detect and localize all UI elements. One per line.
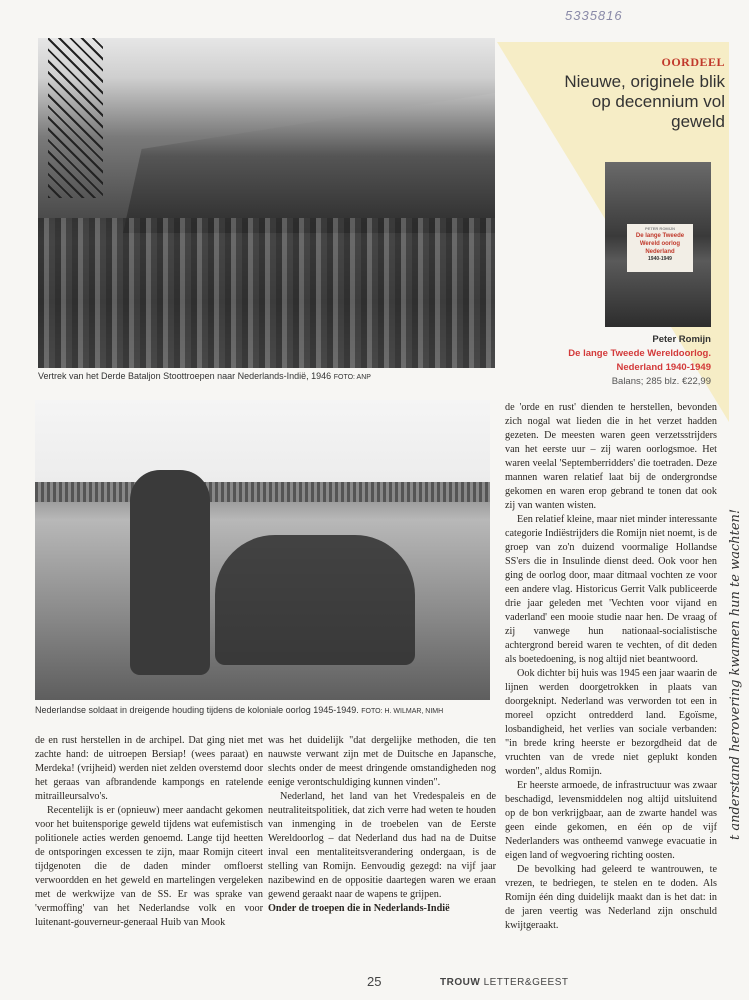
subheading: Onder de troepen die in Nederlands-Indië	[268, 903, 450, 914]
article-column-1	[35, 734, 263, 930]
brand-section: LETTER&GEEST	[483, 977, 569, 988]
caption-text: Vertrek van het Derde Bataljon Stoottroepen naar Nederlands-Indië, 1946	[38, 371, 332, 381]
photo-ship-departure	[38, 38, 495, 368]
paragraph: Een relatief kleine, maar niet minder interessante categorie Indiëstrijders die Romijn niet noemt, is de groep van zo'n duizend voormalige Hollandse SS'ers die in Insulinde dienst deed. Ook voor hen ging de oorlog door, maar ditmaal vochten ze voor een andere vlag. Historicus Gerrit Valk publiceerde drie jaar geleden met 'Vechten voor vijand en vaderland' een mooie studie naar hen. De vraag of zij vanwege hun nationaal-socialistische achtergrond bereid waren te vechten, of dit deden als boetedoening, is nog altijd niet beantwoord.	[505, 514, 717, 665]
book-meta: Balans; 285 blz. €22,99	[611, 376, 711, 387]
article-column-right	[505, 401, 717, 933]
handwritten-text: t anderstand herovering kwamen hun te wachten!	[728, 508, 743, 840]
photo-caption-2	[35, 705, 490, 717]
troops-graphic	[38, 218, 495, 368]
book-title-2: Nederland 1940-1949	[616, 362, 711, 373]
photo-caption-1	[38, 371, 493, 383]
book-author: Peter Romijn	[652, 334, 711, 345]
review-headline: Nieuwe, originele blik op decennium vol geweld	[564, 72, 725, 131]
paragraph: Er heerste armoede, de infrastructuur was zwaar beschadigd, levensmiddelen nog altijd uitsluitend op de bon verkrijgbaar, aan de zwarte handel was geen einde gekomen, en één op de vijf Nederlanders was ontheemd vanwege evacuatie in eigen land of wegvoering richting oosten.	[505, 780, 717, 861]
paragraph: Recentelijk is er (opnieuw) meer aandacht gekomen voor het buitensporige geweld tijdens wat eufemistisch politionele acties werden genoemd. Lange tijd heetten de ontsporingen excessen te zijn, maar Romijn citeert tijdgenoten die de daden minder omfloerst verwoordden en het geweld en martelingen vergeleken met de werkwijze van de SS. Er was sprake van 'vermoffing' van het Nederlandse volk en voor luitenant-gouverneur-generaal Huib van Mook	[35, 805, 263, 928]
soldier-graphic	[130, 470, 210, 675]
caption-text: Nederlandse soldaat in dreigende houding tijdens de koloniale oorlog 1945-1949.	[35, 705, 359, 715]
publication-brand	[440, 977, 568, 988]
handwritten-note	[726, 150, 748, 850]
article-column-2	[268, 734, 496, 916]
paragraph: Ook dichter bij huis was 1945 een jaar waarin de lijnen werden doorgetrokken in plaats van doorgeknipt. Nederland was verworden tot een in moreel opzicht ontredderd land. Egoïsme, losbandigheid, het verlies van sociale verbanden: "in brede kring heerste er bezorgdheid dat de vruchten van de vrede niet geplukt konden worden", aldus Romijn.	[505, 668, 717, 777]
paragraph: was het duidelijk "dat dergelijke methoden, die ten nauwste verwant zijn met de Duitsche en Japansche, slechts onder de meest dringende omstandigheden nog eenige verontschuldiging kunnen vinden".	[268, 735, 496, 788]
book-info	[511, 333, 711, 389]
paragraph: De bevolking had geleerd te wantrouwen, te vrezen, te bedriegen, te stelen en te doden. Als Romijn één ding duidelijk maakt dan is het dat: in de jaren veertig was Nederland zijn onschuld kwijtgeraakt.	[505, 864, 717, 931]
treeline-graphic	[35, 482, 490, 502]
photo-credit: FOTO: ANP	[333, 374, 371, 381]
prisoners-graphic	[215, 535, 415, 665]
book-cover	[605, 162, 711, 327]
photo-credit: FOTO: H. WILMAR, NIMH	[361, 708, 444, 715]
page-number: 25	[367, 974, 382, 989]
ship-graphic	[123, 93, 495, 233]
cover-author: PETER ROMIJN	[644, 226, 675, 231]
paragraph: Nederland, het land van het Vredespaleis en de neutraliteitspolitiek, dat zich verre had weten te houden van inmenging in de troebelen van de Eerste Wereldoorlog – dat Nederland dus had na de Duitse inval een mentaliteitsverandering ondergaan, is de stelling van Romijn. Eenvoudig gezegd: na vijf jaar nazibewind en de oppositie daartegen waren we eraan gewend geraakt naar de wapens te grijpen.	[268, 791, 496, 900]
crane-graphic	[48, 38, 103, 198]
book-title-1: De lange Tweede Wereldoorlog.	[568, 348, 711, 359]
review-kicker: OORDEEL	[661, 55, 725, 69]
cover-title: De lange Tweede Wereld oorlog Nederland	[635, 233, 685, 255]
review-box	[555, 55, 725, 132]
paragraph: de 'orde en rust' dienden te herstellen, bevonden zich nogal wat lieden die in het verzet hadden gezeten. De meesten waren geen verzetsstrijders van het eerste uur – zij waren oorlogsmoe. Het waren veelal 'Septemberridders' die toetraden. Deze mannen waren relatief laat bij de ondergrondse gekomen en waren erop gebrand te tonen dat ook zij van wanten wisten.	[505, 402, 717, 511]
book-cover-label	[627, 224, 693, 272]
cover-years: 1940-1949	[648, 256, 672, 262]
photo-soldier	[35, 400, 490, 700]
paragraph: de en rust herstellen in de archipel. Dat ging niet met zachte hand: de uitroepen Bersiap! (wees paraat) en Merdeka! (vrijheid) werden niet zelden overstemd door het geraas van afbrandende kampongs en ratelende mitrailleursalvo's.	[35, 735, 263, 802]
brand-trouw: TROUW	[440, 977, 481, 988]
archive-number: 5335816	[565, 8, 623, 23]
